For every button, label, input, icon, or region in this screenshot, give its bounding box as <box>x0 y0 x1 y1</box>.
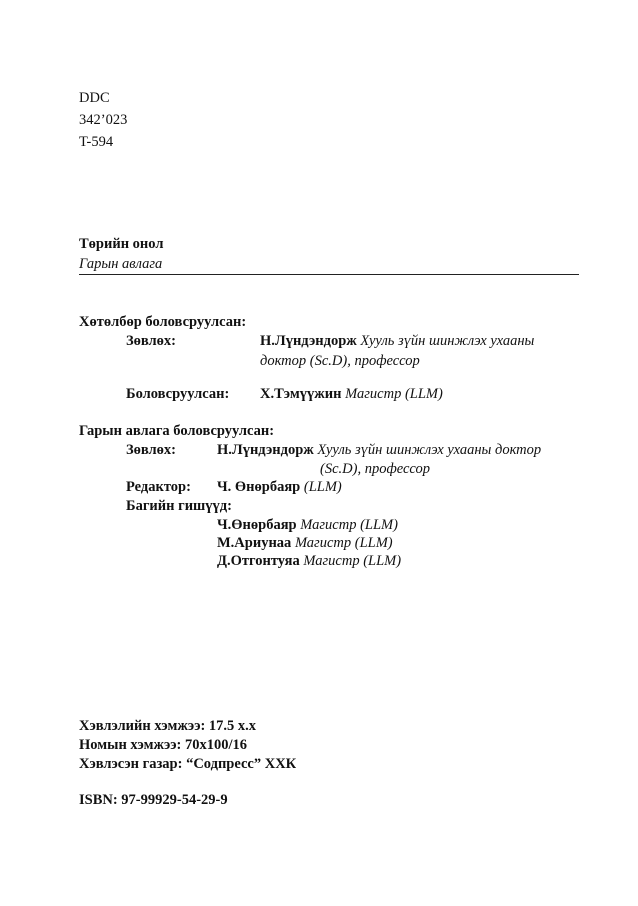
guide-editor-line <box>217 477 342 497</box>
guide-advisor-degree-cont: (Sc.D), профессор <box>320 461 430 477</box>
guide-advisor-name: Н.Лүндэндорж <box>217 442 314 458</box>
team-member-name: М.Ариунаа <box>217 535 292 551</box>
program-developer-name: Х.Тэмүүжин <box>260 386 342 402</box>
team-member-name: Д.Отгонтуяа <box>217 553 300 569</box>
program-advisor-name: Н.Лүндэндорж <box>260 333 357 349</box>
program-advisor-line <box>260 331 534 351</box>
book-size: Номын хэмжээ: 70x100/16 <box>79 737 248 753</box>
isbn: ISBN: 97-99929-54-29-9 <box>79 792 228 808</box>
guide-heading: Гарын авлага боловсруулсан: <box>79 423 275 439</box>
guide-editor-name: Ч. Өнөрбаяр <box>217 479 301 495</box>
program-developer-label: Боловсруулсан: <box>126 386 230 402</box>
guide-team-label: Багийн гишүүд: <box>126 498 232 514</box>
print-size: Хэвлэлийн хэмжээ: 17.5 х.х <box>79 718 257 734</box>
book-subtitle: Гарын авлага <box>79 256 163 272</box>
program-advisor-degree: Хууль зүйн шинжлэх ухааны <box>360 333 535 349</box>
guide-editor-degree: (LLM) <box>303 479 342 495</box>
team-member <box>217 533 393 553</box>
team-member <box>217 515 398 535</box>
team-member-degree: Магистр (LLM) <box>303 553 402 569</box>
guide-advisor-line <box>217 440 541 460</box>
book-title: Төрийн онол <box>79 236 164 252</box>
team-member <box>217 551 401 571</box>
title-divider <box>79 274 579 275</box>
ddc-number: 342’023 <box>79 112 128 128</box>
program-advisor-label: Зөвлөх: <box>126 333 177 349</box>
program-advisor-degree-cont: доктор (Sc.D), профессор <box>260 353 420 369</box>
printer: Хэвлэсэн газар: “Содпресс” ХХК <box>79 756 297 772</box>
team-member-name: Ч.Өнөрбаяр <box>217 517 297 533</box>
guide-advisor-degree: Хууль зүйн шинжлэх ухааны доктор <box>317 442 542 458</box>
program-developer-line <box>260 384 443 404</box>
team-member-degree: Магистр (LLM) <box>294 535 393 551</box>
guide-advisor-label: Зөвлөх: <box>126 442 177 458</box>
team-member-degree: Магистр (LLM) <box>300 517 398 533</box>
ddc-code: T-594 <box>79 134 114 150</box>
program-heading: Хөтөлбөр боловсруулсан: <box>79 314 247 330</box>
ddc-label: DDC <box>79 90 110 106</box>
guide-editor-label: Редактор: <box>126 479 191 495</box>
program-developer-degree: Магистр (LLM) <box>345 386 443 402</box>
